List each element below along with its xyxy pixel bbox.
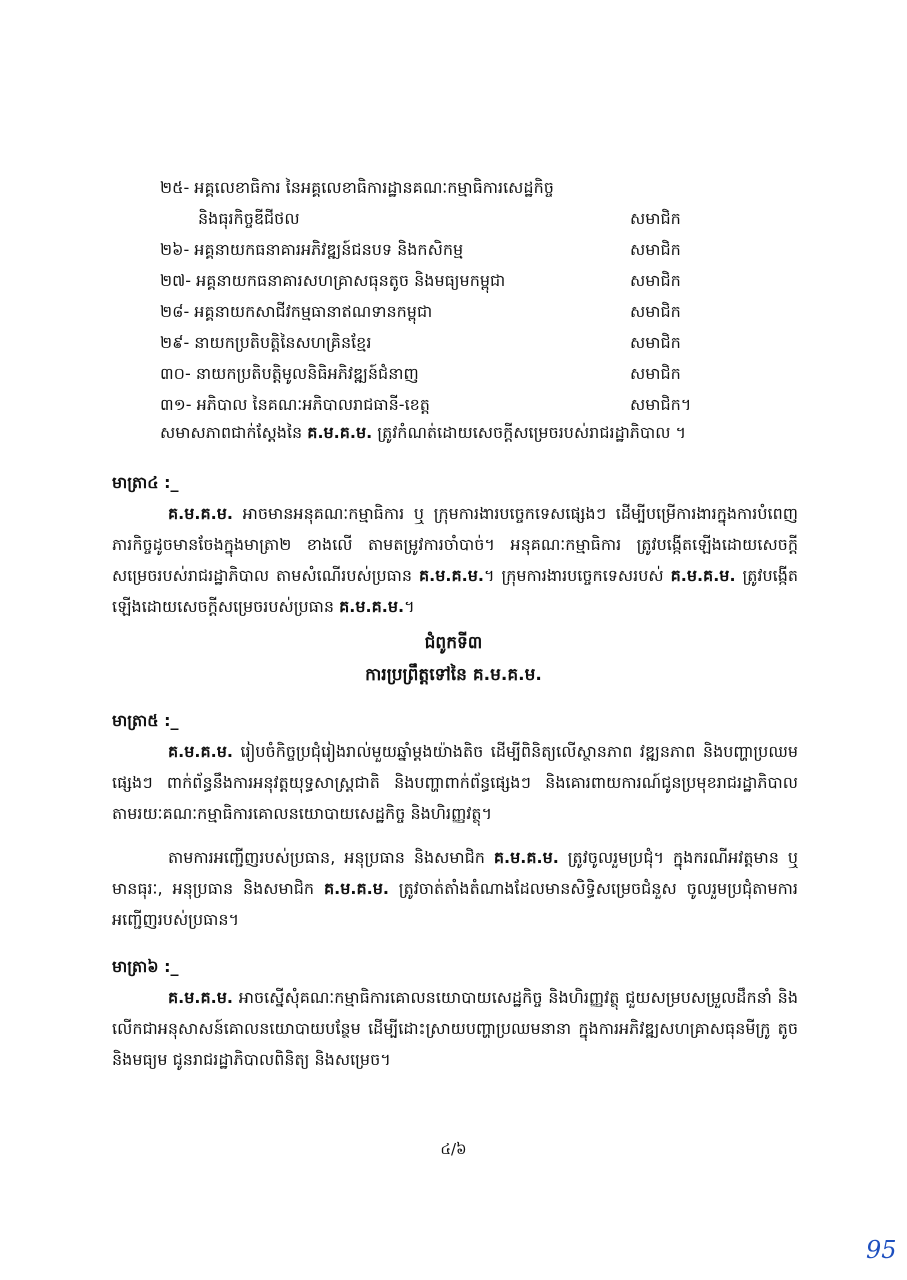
committee-abbr: គ.ម.គ.ម. <box>419 566 484 585</box>
member-list <box>160 172 720 420</box>
article-5-heading: មាត្រា៥ :_ <box>112 711 179 730</box>
committee-abbr: គ.ម.គ.ម. <box>168 742 233 761</box>
committee-abbr: គ.ម.គ.ម. <box>323 879 389 898</box>
article-5-text: រៀបចំកិច្ចប្រជុំរៀងរាល់មួយឆ្នាំម្តងយ៉ាងតិច ដើម្បីពិនិត្យលើស្ថានភាព វឌ្ឍនភាព និងបញ្ហាប្រឈមផ្សេងៗ ពាក់ព័ន្ធនឹងការអនុវត្តយុទ្ធសាស្ត្រជាតិ និងបញ្ហាពាក់ព័ន្ធផ្សេងៗ និងគោរពាយការណ៍ជូនប្រមុខរាជរដ្ឋាភិបាល តាមរយៈគណៈកម្មាធិការគោលនយោបាយសេដ្ឋកិច្ច និងហិរញ្ញវត្ថុ។ <box>112 742 798 823</box>
committee-abbr: គ.ម.គ.ម. <box>307 423 373 442</box>
committee-abbr: គ.ម.គ.ម. <box>670 566 736 585</box>
member-role: សមាជិក។ <box>630 395 692 414</box>
article-5-text: ត្រូវចូលរួមប្រជុំ។ ក្នុងករណីអវត្តមាន ឬ មានធុរៈ, អនុប្រធាន និងសមាជិក <box>112 848 798 898</box>
member-row <box>160 296 720 327</box>
member-name: ៣០- នាយកប្រតិបត្តិមូលនិធិអភិវឌ្ឍន៍ជំនាញ <box>160 364 419 383</box>
member-name: និងធុរកិច្ចឌីជីថល <box>198 209 300 228</box>
member-role: សមាជិក <box>630 302 681 321</box>
member-row <box>160 172 720 203</box>
handwritten-mark: 95 <box>866 1236 897 1264</box>
member-row <box>160 203 720 234</box>
chapter-subtitle: ការប្រព្រឹត្តទៅនៃ គ.ម.គ.ម. <box>365 665 542 685</box>
article-6-text: អាចស្នើសុំគណៈកម្មាធិការគោលនយោបាយសេដ្ឋកិច្ច និងហិរញ្ញវត្ថុ ជួយសម្របសម្រួលដឹកនាំ និងលើកជាអនុសាសន៍គោលនយោបាយបន្ថែម ដើម្បីដោះស្រាយបញ្ហាប្រឈមនានា ក្នុងការអភិវឌ្ឍសហគ្រាសធុនមីក្រូ តូច និងមធ្យម ជូនរាជរដ្ឋាភិបាលពិនិត្យ និងសម្រេច។ <box>112 988 798 1069</box>
article-4-text: ត្រូវបង្កើតឡើងដោយសេចក្តីសម្រេចរបស់ប្រធាន <box>112 566 799 616</box>
member-name: ២៧- អគ្គនាយកធនាគារសហគ្រាសធុនតូច និងមធ្យមកម្ពុជា <box>160 271 506 290</box>
member-role: សមាជិក <box>630 333 681 352</box>
committee-abbr: គ.ម.គ.ម. <box>493 848 559 867</box>
committee-abbr: គ.ម.គ.ម. <box>339 597 405 616</box>
article-4-body <box>112 498 798 622</box>
member-name: ២៥- អគ្គលេខាធិការ នៃអគ្គលេខាធិការដ្ឋានគណៈកម្មាធិការសេដ្ឋកិច្ច <box>160 178 554 197</box>
member-row <box>160 358 720 389</box>
member-name: ២៩- នាយកប្រតិបត្តិនៃសហគ្រិនខ្មែរ <box>160 333 372 352</box>
article-6-body <box>112 982 798 1075</box>
member-row <box>160 234 720 265</box>
member-name: ២៦- អគ្គនាយកធនាគារអភិវឌ្ឍន៍ជនបទ និងកសិកម្ម <box>160 240 464 259</box>
member-name: ៣១- អភិបាល នៃគណៈអភិបាលរាជធានី-ខេត្ត <box>160 395 430 414</box>
composition-text-after: ត្រូវកំណត់ដោយសេចក្តីសម្រេចរបស់រាជរដ្ឋាភិបាល ។ <box>372 423 687 442</box>
committee-abbr: គ.ម.គ.ម. <box>168 504 233 523</box>
member-role: សមាជិក <box>630 209 681 228</box>
article-5-text: ត្រូវចាត់តាំងតំណាងដែលមានសិទ្ធិសម្រេចជំនួស ចូលរួមប្រជុំតាមការអញ្ជើញរបស់ប្រធាន។ <box>112 879 798 929</box>
member-role: សមាជិក <box>630 271 681 290</box>
member-name: ២៨- អគ្គនាយកសាជីវកម្មធានាឥណទានកម្ពុជា <box>160 302 433 321</box>
page-number: ៤/៦ <box>440 1140 467 1158</box>
article-5-body <box>112 736 798 829</box>
article-5-text: តាមការអញ្ជើញរបស់ប្រធាន, អនុប្រធាន និងសមាជិក <box>168 848 494 867</box>
article-4-text: អាចមានអនុគណៈកម្មាធិការ ឬ ក្រុមការងារបច្ចេកទេសផ្សេងៗ ដើម្បីបម្រើការងារក្នុងការបំពេញភារកិច្ចដូចមានចែងក្នុងមាត្រា២ ខាងលើ តាមតម្រូវការចាំបាច់។ អនុគណៈកម្មាធិការ ត្រូវបង្កើតឡើងដោយសេចក្តីសម្រេចរបស់រាជរដ្ឋាភិបាល តាមសំណើរបស់ប្រធាន <box>112 504 798 585</box>
composition-text-before: សមាសភាពជាក់ស្តែងនៃ <box>160 423 308 442</box>
article-6-heading: មាត្រា៦ :_ <box>112 957 179 976</box>
chapter-title: ជំពូកទី៣ <box>424 633 483 653</box>
member-role: សមាជិក <box>630 364 681 383</box>
member-row <box>160 327 720 358</box>
article-4-text: ។ <box>404 597 415 616</box>
composition-note <box>160 418 686 448</box>
member-row <box>160 389 720 420</box>
member-role: សមាជិក <box>630 240 681 259</box>
article-4-heading: មាត្រា៤ :_ <box>112 473 179 492</box>
committee-abbr: គ.ម.គ.ម. <box>168 988 233 1007</box>
article-5-attendance <box>112 842 798 935</box>
article-4-text: ។ ក្រុមការងារបច្ចេកទេសរបស់ <box>483 566 671 585</box>
member-row <box>160 265 720 296</box>
